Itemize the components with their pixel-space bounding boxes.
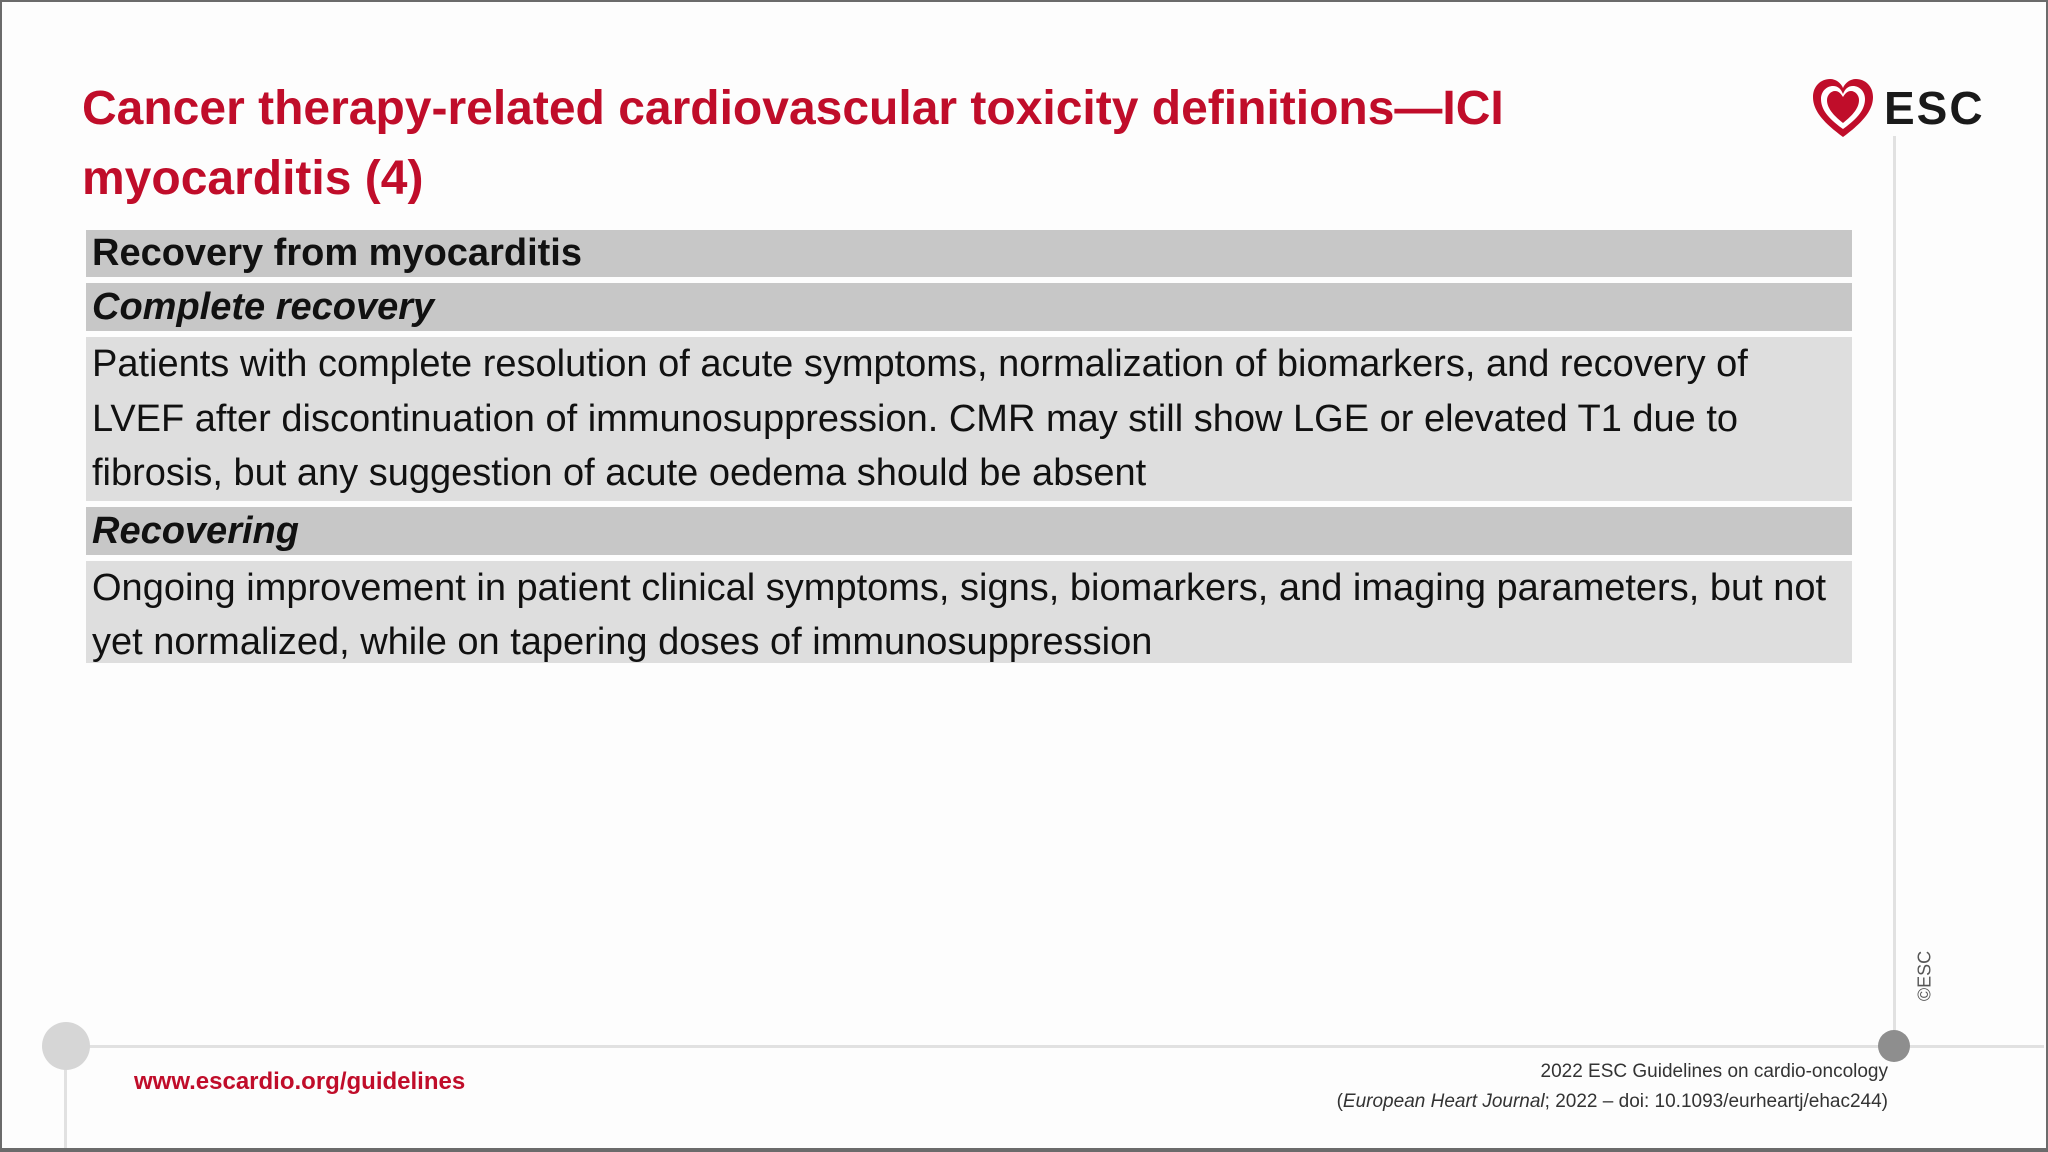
slide <box>2 2 2046 1148</box>
section-heading-recovering: Recovering <box>86 507 1852 555</box>
vertical-divider <box>1893 136 1896 1041</box>
guidelines-link[interactable]: www.escardio.org/guidelines <box>134 1068 466 1095</box>
table-header: Recovery from myocarditis <box>86 230 1852 277</box>
slide-title: Cancer therapy-related cardiovascular toxicity definitions—ICI myocarditis (4) <box>82 82 1504 205</box>
citation-journal: European Heart Journal <box>1342 1091 1545 1112</box>
footer-divider <box>64 1045 2044 1048</box>
left-dot-decoration <box>42 1022 90 1070</box>
section-text-complete-recovery: Patients with complete resolution of acute symptoms, normalization of biomarkers, and recovery of LVEF after discontinuation of immunosuppression. CMR may still show LGE or elevated T1 due to fibrosis, but any suggestion of acute oedema should be absent <box>86 337 1852 501</box>
heart-icon <box>1810 75 1876 141</box>
section-text-recovering: Ongoing improvement in patient clinical symptoms, signs, biomarkers, and imaging parameters, but not yet normalized, while on tapering doses of immunosuppression <box>86 561 1852 663</box>
citation <box>1337 1057 1888 1117</box>
copyright-notice <box>1910 948 1940 1004</box>
citation-title: 2022 ESC Guidelines on cardio-oncology <box>1540 1061 1888 1082</box>
definitions-table <box>86 230 1852 663</box>
citation-doi: ; 2022 – doi: 10.1093/eurheartj/ehac244) <box>1544 1091 1888 1112</box>
section-heading-complete-recovery: Complete recovery <box>86 283 1852 331</box>
copyright-text: ©ESC <box>1914 950 1935 1002</box>
citation-reference: (European Heart Journal; 2022 – doi: 10.1093/eurheartj/ehac244) <box>1336 1091 1888 1112</box>
esc-logo <box>1810 74 1985 142</box>
logo-text: ESC <box>1884 82 1985 134</box>
